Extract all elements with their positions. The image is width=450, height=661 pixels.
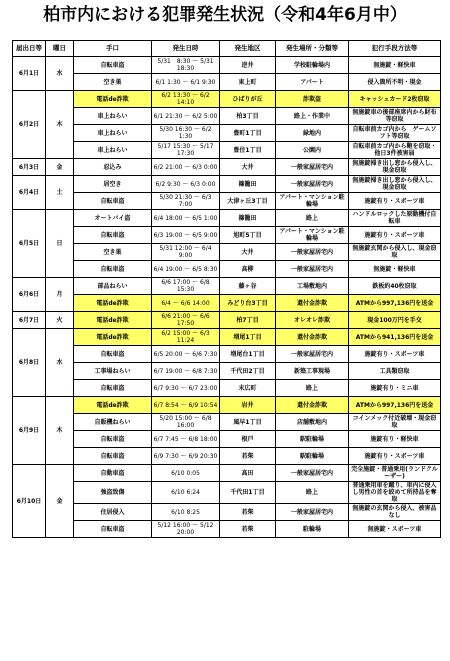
table-row [13, 193, 441, 210]
table-row [13, 465, 441, 482]
occurrence-place: 路上 [276, 380, 349, 397]
crime-body [13, 57, 441, 538]
crime-method: 自転車前カゴ内から鞄を窃取・他日3件被害届 [349, 142, 441, 159]
crime-method: 工具類窃取 [349, 363, 441, 380]
table-row [13, 504, 441, 521]
occurrence-area: 増尾1丁目 [220, 329, 276, 346]
occurrence-datetime: 6/6 17:00 ～ 6/8 15:30 [152, 278, 220, 295]
crime-method: コインメック付近破壊・現金窃取 [349, 414, 441, 431]
occurrence-area: 高柳 [220, 261, 276, 278]
report-date: 6月9日 [13, 397, 46, 465]
crime-method: 侵入箇所不明・現金 [349, 74, 441, 91]
header-weekday: 曜日 [46, 41, 74, 57]
table-row [13, 482, 441, 504]
table-row [13, 176, 441, 193]
occurrence-datetime: 5/12 16:00 ～ 5/12 20:00 [152, 521, 220, 538]
occurrence-datetime: 6/6 21:00 ～ 6/6 17:50 [152, 312, 220, 329]
occurrence-datetime: 6/7 7:45 ～ 6/8 18:00 [152, 431, 220, 448]
crime-type: 自転車盗 [74, 227, 152, 244]
occurrence-place: 一般家屋居宅内 [276, 261, 349, 278]
header-place: 発生場所・分類等 [276, 41, 349, 57]
header-datetime: 発生日時 [152, 41, 220, 57]
report-date: 6月2日 [13, 91, 46, 159]
table-row [13, 414, 441, 431]
crime-type: 空き巣 [74, 244, 152, 261]
occurrence-area: 根戸 [220, 431, 276, 448]
header-date: 届出日等 [13, 41, 46, 57]
crime-type: 車上ねらい [74, 142, 152, 159]
report-date: 6月10日 [13, 465, 46, 538]
table-row [13, 448, 441, 465]
occurrence-datetime: 5/20 15:00 ～ 6/8 16:00 [152, 414, 220, 431]
occurrence-area: 旭町5丁目 [220, 227, 276, 244]
occurrence-place: 一般家屋居宅内 [276, 346, 349, 363]
crime-type: 居空き [74, 176, 152, 193]
crime-type: 自転車盗 [74, 448, 152, 465]
table-row [13, 261, 441, 278]
occurrence-place: 路上 [276, 482, 349, 504]
table-row [13, 295, 441, 312]
table-row [13, 244, 441, 261]
header-method: 犯行手段方法等 [349, 41, 441, 57]
weekday: 土 [46, 176, 74, 210]
occurrence-place: 路上 [276, 210, 349, 227]
crime-method: 無施錠・軽快車 [349, 261, 441, 278]
weekday: 水 [46, 57, 74, 91]
crime-type: 自転車盗 [74, 57, 152, 74]
occurrence-area: 若柴 [220, 521, 276, 538]
crime-method: 施錠有り・スポーツ車 [349, 193, 441, 210]
crime-type: 自転車盗 [74, 193, 152, 210]
occurrence-area: 豊町1丁目 [220, 125, 276, 142]
occurrence-place: 学校駐輪場内 [276, 57, 349, 74]
occurrence-area: 柏7丁目 [220, 312, 276, 329]
table-row [13, 108, 441, 125]
occurrence-place: 店舗敷地内 [276, 414, 349, 431]
table-row [13, 227, 441, 244]
crime-type: オートバイ盗 [74, 210, 152, 227]
occurrence-place: 還付金詐欺 [276, 329, 349, 346]
crime-type: 自転車盗 [74, 521, 152, 538]
table-row [13, 346, 441, 363]
crime-method: 無施錠・スポーツ車 [349, 521, 441, 538]
occurrence-area: 岩井 [220, 397, 276, 414]
occurrence-place: 駅駐輪場 [276, 431, 349, 448]
table-row [13, 210, 441, 227]
occurrence-place: オレオレ詐欺 [276, 312, 349, 329]
occurrence-area: 風早1丁目 [220, 414, 276, 431]
crime-type: 電話de詐欺 [74, 329, 152, 346]
table-row [13, 91, 441, 108]
occurrence-area: 千代田2丁目 [220, 363, 276, 380]
crime-method: ATMから997,136円を送金 [349, 397, 441, 414]
occurrence-place: 一般家屋居宅内 [276, 176, 349, 193]
crime-type: 車上ねらい [74, 125, 152, 142]
table-row [13, 125, 441, 142]
weekday: 月 [46, 278, 74, 312]
crime-type: 部品ねらい [74, 278, 152, 295]
occurrence-area: 大井 [220, 244, 276, 261]
occurrence-datetime: 6/4 ～ 6/6 14:00 [152, 295, 220, 312]
occurrence-area: 藤ヶ谷 [220, 278, 276, 295]
occurrence-datetime: 6/1 1:30 ～ 6/1 9:30 [152, 74, 220, 91]
table-row [13, 397, 441, 414]
table-row [13, 278, 441, 295]
table-row [13, 431, 441, 448]
report-date: 6月4日 [13, 176, 46, 210]
report-date: 6月3日 [13, 159, 46, 176]
crime-method: 施錠有り・スポーツ車 [349, 448, 441, 465]
crime-method: ATMから941,136円を送金 [349, 329, 441, 346]
occurrence-place: 駅駐輪場 [276, 448, 349, 465]
crime-type: 自転車盗 [74, 261, 152, 278]
occurrence-place: 詐欺盗 [276, 91, 349, 108]
occurrence-datetime: 6/1 21:30 ～ 6/2 5:00 [152, 108, 220, 125]
occurrence-datetime: 5/30 21:30 ～ 6/3 7:00 [152, 193, 220, 210]
occurrence-datetime: 6/2 15:00 ～ 6/3 11:24 [152, 329, 220, 346]
crime-type: 忍込み [74, 159, 152, 176]
occurrence-place: 一般家屋居宅内 [276, 465, 349, 482]
crime-method: 施錠有り・スポーツ車 [349, 346, 441, 363]
occurrence-place: 一般家屋居宅内 [276, 244, 349, 261]
crime-type: 自転車盗 [74, 431, 152, 448]
occurrence-datetime: 6/5 20:00 ～ 6/6 7:30 [152, 346, 220, 363]
page-title: 柏市内における犯罪発生状況（令和4年6月中） [43, 5, 407, 25]
occurrence-datetime: 6/2 13:30 ～ 6/2 14:10 [152, 91, 220, 108]
occurrence-place: アパート・マンション駐輪場 [276, 193, 349, 210]
weekday: 木 [46, 91, 74, 159]
occurrence-datetime: 6/9 7:30 ～ 6/9 20:30 [152, 448, 220, 465]
occurrence-datetime: 6/7 9:30 ～ 6/7 23:00 [152, 380, 220, 397]
crime-method: 無施錠掃き出し窓から侵入し、現金窃取 [349, 176, 441, 193]
occurrence-area: 篠籠田 [220, 176, 276, 193]
crime-method: 普通乗用車を蹴り、車内に侵入し男性の首を絞めて所持品を奪取 [349, 482, 441, 504]
crime-method: 自転車前カゴ内から ゲームソフト等窃取 [349, 125, 441, 142]
occurrence-datetime: 5/31 12:00 ～ 6/4 9:00 [152, 244, 220, 261]
crime-type: 自販機ねらい [74, 414, 152, 431]
occurrence-datetime: 6/10 0:05 [152, 465, 220, 482]
occurrence-datetime: 6/3 19:00 ～ 6/5 9:00 [152, 227, 220, 244]
occurrence-place: 一般家屋居宅内 [276, 504, 349, 521]
crime-method: 無施錠掃き出し窓から侵入し、現金窃取 [349, 159, 441, 176]
occurrence-place: 工場敷地内 [276, 278, 349, 295]
weekday: 水 [46, 329, 74, 397]
crime-type: 電話de詐欺 [74, 91, 152, 108]
occurrence-area: 高田 [220, 465, 276, 482]
occurrence-datetime: 6/2 21:00 ～ 6/3 0:00 [152, 159, 220, 176]
weekday: 金 [46, 465, 74, 538]
report-date: 6月5日 [13, 210, 46, 278]
weekday: 木 [46, 397, 74, 465]
crime-method: 施錠有り・スポーツ車 [349, 227, 441, 244]
occurrence-datetime: 6/2 9:30 ～ 6/3 0:00 [152, 176, 220, 193]
occurrence-area: 若柴 [220, 504, 276, 521]
crime-method: 施錠有り・軽快車 [349, 431, 441, 448]
crime-method: 無施錠・軽快車 [349, 57, 441, 74]
table-row [13, 159, 441, 176]
occurrence-area: 柏3丁目 [220, 108, 276, 125]
crime-type: 空き巣 [74, 74, 152, 91]
header-type: 手口 [74, 41, 152, 57]
occurrence-place: 新築工事現場 [276, 363, 349, 380]
crime-type: 強盗致傷 [74, 482, 152, 504]
header-row [13, 41, 441, 57]
table-row [13, 57, 441, 74]
occurrence-area: ひばりが丘 [220, 91, 276, 108]
weekday: 火 [46, 312, 74, 329]
report-date: 6月8日 [13, 329, 46, 397]
table-row [13, 74, 441, 91]
occurrence-area: 増尾台1丁目 [220, 346, 276, 363]
occurrence-datetime: 6/10 6:24 [152, 482, 220, 504]
crime-method: 無施錠玄関から侵入し、現金窃取 [349, 244, 441, 261]
crime-type: 電話de詐欺 [74, 397, 152, 414]
occurrence-place: 一般家屋居宅内 [276, 159, 349, 176]
occurrence-datetime: 6/4 18:00 ～ 6/5 1:00 [152, 210, 220, 227]
occurrence-area: 篠籠田 [220, 210, 276, 227]
crime-method: ハンドルロックした原動機付自転車 [349, 210, 441, 227]
crime-type: 自転車盗 [74, 380, 152, 397]
crime-type: 自転車盗 [74, 346, 152, 363]
crime-method: 現金100万円を手交 [349, 312, 441, 329]
occurrence-place: 還付金詐欺 [276, 397, 349, 414]
table-row [13, 380, 441, 397]
crime-method: キャッシュカード2枚窃取 [349, 91, 441, 108]
occurrence-datetime: 6/7 8:54 ～ 6/9 10:54 [152, 397, 220, 414]
occurrence-area: みどり台3丁目 [220, 295, 276, 312]
crime-method: 施錠有り・ミニ車 [349, 380, 441, 397]
occurrence-area: 大津ヶ丘3丁目 [220, 193, 276, 210]
crime-type: 電話de詐欺 [74, 312, 152, 329]
occurrence-area: 千代田1丁目 [220, 482, 276, 504]
crime-method: 完全施錠・普通乗用(ランドクルーザー) [349, 465, 441, 482]
table-row [13, 329, 441, 346]
occurrence-place: アパート・マンション駐輪場 [276, 227, 349, 244]
occurrence-area: 若柴 [220, 448, 276, 465]
occurrence-datetime: 6/10 8:25 [152, 504, 220, 521]
header-area: 発生地区 [220, 41, 276, 57]
crime-table [12, 40, 441, 538]
crime-type: 自動車盗 [74, 465, 152, 482]
occurrence-place: 路上・作業中 [276, 108, 349, 125]
table-row [13, 312, 441, 329]
table-row [13, 142, 441, 159]
occurrence-place: アパート [276, 74, 349, 91]
crime-type: 電話de詐欺 [74, 295, 152, 312]
table-row [13, 521, 441, 538]
weekday: 日 [46, 210, 74, 278]
crime-type: 住居侵入 [74, 504, 152, 521]
occurrence-datetime: 5/30 16:30 ～ 6/2 1:30 [152, 125, 220, 142]
occurrence-place: 緑地内 [276, 125, 349, 142]
occurrence-area: 東上町 [220, 74, 276, 91]
crime-method: 無施錠の玄関から侵入、被害品なし [349, 504, 441, 521]
report-date: 6月1日 [13, 57, 46, 91]
table-row [13, 363, 441, 380]
report-date: 6月7日 [13, 312, 46, 329]
weekday: 金 [46, 159, 74, 176]
crime-type: 車上ねらい [74, 108, 152, 125]
occurrence-area: 豊住1丁目 [220, 142, 276, 159]
occurrence-place: 公園内 [276, 142, 349, 159]
occurrence-area: 末広町 [220, 380, 276, 397]
crime-type: 工事場ねらい [74, 363, 152, 380]
occurrence-datetime: 6/7 19:00 ～ 6/8 7:30 [152, 363, 220, 380]
occurrence-place: 駐輪場 [276, 521, 349, 538]
occurrence-datetime: 5/17 15:30 ～ 5/17 17:30 [152, 142, 220, 159]
occurrence-place: 還付金詐欺 [276, 295, 349, 312]
occurrence-area: 逆井 [220, 57, 276, 74]
occurrence-area: 大井 [220, 159, 276, 176]
crime-method: ATMから997,136円を送金 [349, 295, 441, 312]
crime-method: 鉄板約40枚窃取 [349, 278, 441, 295]
crime-method: 無施錠車の後部座席内から財布等窃取 [349, 108, 441, 125]
occurrence-datetime: 6/4 19:00 ～ 6/5 8:30 [152, 261, 220, 278]
occurrence-datetime: 5/31 8:30 ～ 5/31 18:30 [152, 57, 220, 74]
report-date: 6月6日 [13, 278, 46, 312]
